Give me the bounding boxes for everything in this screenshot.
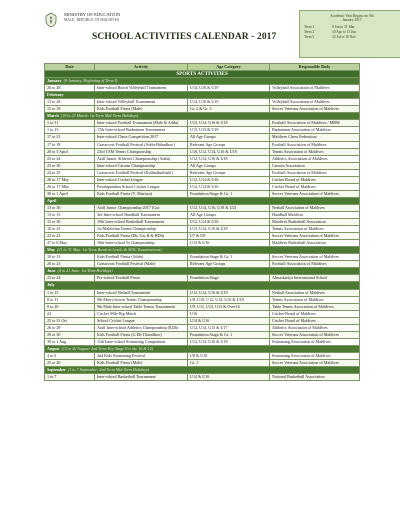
ministry-name [64, 12, 120, 23]
cell-date: 20 to 5 April [45, 148, 95, 155]
cell-activity: Inter-school Volleyball Tournament [95, 99, 188, 106]
month-cell [45, 197, 360, 204]
cell-responsible-body: Cricket Board of Maldives [270, 317, 360, 324]
month-row [45, 367, 360, 374]
cell-date: 15 to 30 [45, 219, 95, 226]
cell-responsible-body: Cricket Board of Maldives [270, 310, 360, 317]
table-row [45, 254, 360, 261]
cell-activity: Inter-school Basketball Tournament [95, 374, 188, 381]
month-name: May [47, 247, 55, 253]
cell-date: 23 to 24 [45, 155, 95, 162]
table-row [45, 176, 360, 183]
table-row [45, 204, 360, 211]
table-row [45, 261, 360, 268]
month-name: July [47, 282, 55, 288]
cell-responsible-body: Athletics Association of Maldives [270, 324, 360, 331]
cell-age-category: Foundation Stage & Gr. 1 [188, 190, 270, 197]
term-label: Term 1 [304, 25, 315, 29]
cell-activity: 16th Inter-school 5s Championship [95, 240, 188, 247]
cell-responsible-body: Maldives Basketball Association [270, 240, 360, 247]
cell-responsible-body: Carrom Association [270, 162, 360, 169]
cell-date: 26 to 29 [45, 324, 95, 331]
cell-activity: Atoll Junior Championship 2017 (Gn) [95, 204, 188, 211]
cell-responsible-body: Cricket Board of Maldives [270, 183, 360, 190]
month-cell [45, 268, 360, 275]
cell-responsible-body: Soccer Veterans Association of Maldives [270, 359, 360, 366]
cell-date: 13 to 28 [45, 99, 95, 106]
table-row [45, 303, 360, 310]
column-header-responsible-body: Responsible Body [270, 64, 360, 71]
term-dates-list [304, 25, 400, 40]
cell-date: 27 to 6 May [45, 240, 95, 247]
cell-responsible-body: Football Association of Maldives [270, 261, 360, 268]
ministry-line-2: MALE', REPUBLIC OF MALDIVES [64, 17, 119, 22]
cell-age-category: U14 & U16 [188, 317, 270, 324]
cell-activity: Pavalapandara School Cricket League [95, 183, 188, 190]
cell-responsible-body: Soccer Veterans Association of Maldives [270, 190, 360, 197]
table-row [45, 219, 360, 226]
table-row [45, 331, 360, 338]
month-row [45, 247, 360, 254]
month-row [45, 92, 360, 99]
cell-age-category: U9, U11, U13, U15 & Over16 [188, 303, 270, 310]
cell-age-category: U14, U16 & U19 [188, 99, 270, 106]
table-row [45, 127, 360, 134]
column-header-age-category: Age Category [188, 64, 270, 71]
cell-date: 10 to 13 [45, 254, 95, 261]
term-label: Term 2 [304, 30, 315, 34]
cell-responsible-body: Athletics Association of Maldives [270, 155, 360, 162]
cell-activity: Grassroots Football Festival (Male) [95, 261, 188, 268]
cell-age-category: U12, U14 & U16 [188, 183, 270, 190]
academic-year-infobox [299, 10, 400, 58]
cell-date: 25 to 31 Oct [45, 317, 95, 324]
cell-activity: Inter-school Football Tournament (Male & Addu) [95, 120, 188, 127]
table-row [45, 211, 360, 218]
cell-age-category: U12, U14, U16 & U19 [188, 289, 270, 296]
cell-age-category: U12, U14, U16, U18 & U21 [188, 204, 270, 211]
cell-age-category: U12, U14 & U16 [188, 219, 270, 226]
cell-age-category: Relevant Age Groups [188, 261, 270, 268]
term-dates: 23 Jul to 16 Nov [332, 35, 356, 39]
cell-responsible-body: Soccer Veterans Association of Maldives [270, 254, 360, 261]
table-row [45, 169, 360, 176]
cell-date: 26 to 28 [45, 85, 95, 92]
month-cell [45, 78, 360, 85]
cell-date: 1 to 15 [45, 289, 95, 296]
cell-age-category: Gr. 1 [188, 359, 270, 366]
cell-activity: Grassroots Football Festival (Kulhudhuffushi) [95, 169, 188, 176]
month-cell [45, 367, 360, 374]
term-dates: 10 Apr to 13 Jun [332, 30, 356, 34]
cell-responsible-body: Maldives Chess Federation [270, 134, 360, 141]
cell-date: 22 to 23 [45, 233, 95, 240]
month-note: (12 to 20 August: 2nd Term Key Stage For the 10 & 12) [61, 345, 153, 351]
table-row [45, 155, 360, 162]
cell-date: 9 to 20 [45, 303, 95, 310]
cell-responsible-body: Soccer Veterans Association of Maldives [270, 331, 360, 338]
cell-activity: School Cricket League [95, 317, 188, 324]
cell-activity: Inter-school Chess Competition 2017 [95, 134, 188, 141]
cell-date: 13 to 30 [45, 204, 95, 211]
cell-activity: 23rd TAM Tennis Championship [95, 148, 188, 155]
cell-date: 20 to 23 [45, 261, 95, 268]
cell-date: 22 [45, 310, 95, 317]
month-cell [45, 282, 360, 289]
cell-age-category: U14 & U16 [188, 374, 270, 381]
page-title: SCHOOL ACTIVITIES CALENDAR - 2017 [92, 32, 277, 42]
cell-responsible-body: Football Association of Maldives [270, 169, 360, 176]
academic-year-text [300, 11, 400, 23]
cell-date: 1 to 13 [45, 127, 95, 134]
cell-responsible-body: Volleyball Association of Maldives [270, 85, 360, 92]
cell-responsible-body: Soccer Veterans Association of Maldives [270, 106, 360, 113]
month-row [45, 78, 360, 85]
cell-activity: 9th Marry brown Tennis Championship [95, 296, 188, 303]
cell-activity: Pre-school Football Fiesta [95, 275, 188, 282]
cell-date: 24 to 25 [45, 169, 95, 176]
cell-date: 15 to 18 [45, 106, 95, 113]
cell-date: 25 to 26 [45, 359, 95, 366]
month-row [45, 345, 360, 352]
calendar-body [45, 71, 360, 381]
month-cell [45, 113, 360, 120]
table-row [45, 162, 360, 169]
table-row [45, 226, 360, 233]
cell-date: 13 to 15 [45, 211, 95, 218]
cell-activity: 2nd Kids Swimming Festival [95, 352, 188, 359]
cell-age-category: U8, U10, U12, U14, U16 & U18 [188, 296, 270, 303]
month-note: (9 January, Beginning of Term I) [63, 78, 118, 84]
cell-responsible-body: Volleyball Association of Maldives [270, 99, 360, 106]
month-name: April [47, 197, 57, 203]
cell-activity: 9th Male Inter-school Table Tennis Tournament [95, 303, 188, 310]
cell-age-category: Relevant Age Groups [188, 141, 270, 148]
month-row [45, 113, 360, 120]
column-header-activity: Activity [95, 64, 188, 71]
cell-age-category: All Age Groups [188, 211, 270, 218]
cell-responsible-body: National Basketball Association [270, 374, 360, 381]
table-row [45, 99, 360, 106]
cell-age-category: U10, U12, U14, U16 & U18 [188, 148, 270, 155]
cell-activity: 19th Inter-school Basketball Tournament [95, 219, 188, 226]
cell-date: 30 to 1 Aug [45, 338, 95, 345]
table-row [45, 240, 360, 247]
cell-activity: Kids Football Fiesta (Male) [95, 359, 188, 366]
cell-age-category: All Age Groups [188, 134, 270, 141]
cell-date: 26 to 17 May [45, 183, 95, 190]
cell-responsible-body: Soccer Veterans Association of Maldives [270, 233, 360, 240]
ministry-emblem-icon [44, 12, 58, 28]
table-row [45, 85, 360, 92]
table-row [45, 233, 360, 240]
cell-responsible-body: Handball Maldives [270, 211, 360, 218]
cell-responsible-body: Badminton Association of Maldives [270, 127, 360, 134]
cell-date: 30 to 1 April [45, 190, 95, 197]
cell-age-category: Foundation Stage & Gr. 1 [188, 331, 270, 338]
cell-date: 26 to 17 May [45, 176, 95, 183]
cell-date: 18 to 23 [45, 226, 95, 233]
cell-date: 23 to 24 [45, 275, 95, 282]
table-row [45, 134, 360, 141]
cell-activity: Kids Football Fiesta (Addu) [95, 254, 188, 261]
cell-age-category: U13, U14, U16 & U18 [188, 120, 270, 127]
calendar-header [44, 10, 374, 58]
cell-age-category: U12, U14, U16 & U18 [188, 155, 270, 162]
table-row [45, 310, 360, 317]
section-banner: SPORTS ACTIVITIES [45, 71, 360, 78]
cell-date: 4 to 5 [45, 352, 95, 359]
cell-age-category: U14, U16 & U19 [188, 85, 270, 92]
cell-responsible-body: Maldives Basketball Association [270, 219, 360, 226]
month-note: (4 to 21 June: 1st Term Holidays) [57, 268, 113, 274]
month-row [45, 197, 360, 204]
table-row [45, 359, 360, 366]
month-name: June [47, 268, 56, 274]
month-name: January [47, 78, 62, 84]
cell-activity: Inter-school Netball Tournament [95, 289, 188, 296]
table-row [45, 120, 360, 127]
month-name: March [47, 113, 59, 119]
cell-responsible-body: Football Association of Maldives [270, 141, 360, 148]
cell-age-category: Relevant Age Groups [188, 169, 270, 176]
table-header-row [45, 64, 360, 71]
month-name: September [47, 367, 66, 373]
table-row [45, 338, 360, 345]
month-row [45, 268, 360, 275]
table-row [45, 352, 360, 359]
cell-date: 17 to 18 [45, 141, 95, 148]
section-banner-row [45, 71, 360, 78]
cell-age-category: U16 [188, 310, 270, 317]
month-cell [45, 247, 360, 254]
term-label: Term 3 [304, 35, 315, 39]
cell-activity: 3rd Inter-school Handball Tournament [95, 211, 188, 218]
cell-responsible-body: Netball Association of Maldives [270, 204, 360, 211]
ministry-line-1: MINISTRY OF EDUCATION [64, 12, 121, 17]
cell-date: 1 to 31 [45, 120, 95, 127]
cell-responsible-body: Football Association of Maldives / MBM [270, 120, 360, 127]
cell-responsible-body: Netball Association of Maldives [270, 289, 360, 296]
cell-activity: Kids Football Fiesta (V. Maafaru) [95, 190, 188, 197]
cell-activity: Inter-school Cricket League [95, 176, 188, 183]
cell-activity: 11th Inter-school Swimming Competition [95, 338, 188, 345]
month-row [45, 282, 360, 289]
cell-activity: 1st Maldivian Tennis Championship [95, 226, 188, 233]
month-note: (19 to 23 March: 1st Term Mid-Term Holidays) [60, 113, 139, 119]
month-cell [45, 345, 360, 352]
cell-age-category: All Age Groups [188, 162, 270, 169]
table-row [45, 289, 360, 296]
table-row [45, 148, 360, 155]
month-cell [45, 92, 360, 99]
cell-activity: Grassroots Football Festival (Addu-Hithadhoo) [95, 141, 188, 148]
table-row [45, 275, 360, 282]
cell-activity: Inter-school Carrom Championship [95, 162, 188, 169]
table-row [45, 190, 360, 197]
cell-activity: Kids Football Fiesta (Male) [95, 106, 188, 113]
cell-age-category: Gr. 2 & Gr. 3 [188, 106, 270, 113]
cell-age-category: U12, U14 & U16 [188, 176, 270, 183]
table-row [45, 106, 360, 113]
cell-activity: Inter-school Beach Volleyball Tournament [95, 85, 188, 92]
term-dates: 9 Jan to 31 Mar [332, 25, 355, 29]
month-name: August [47, 345, 60, 351]
cell-activity: Atoll Inter-school Athletics Championship (KDh) [95, 324, 188, 331]
month-note: (1 to 7 September: 2nd Term Mid-Term Holidays) [67, 367, 150, 373]
academic-year-line-1: Academic Year Begins on: 9th [330, 14, 374, 18]
cell-activity: 17th Inter-school Badminton Tournament [95, 127, 188, 134]
cell-age-category: U12, U14, U16 & U19 [188, 338, 270, 345]
cell-age-category: U7 & U9 [188, 233, 270, 240]
table-row [45, 183, 360, 190]
cell-responsible-body: Swimming Association of Maldives [270, 338, 360, 345]
cell-responsible-body: Almaskariya International School [270, 275, 360, 282]
table-row [45, 317, 360, 324]
cell-age-category: U12, U14, U15 & U17 [188, 324, 270, 331]
cell-responsible-body: Tennis Association of Maldives [270, 296, 360, 303]
cell-activity: Kids Football Fiesta (Dh, Gn, B & HDh) [95, 233, 188, 240]
cell-activity: Kids Football Fiesta (G.Dh Thinadhoo) [95, 331, 188, 338]
cell-responsible-body: Tennis Association of Maldives [270, 226, 360, 233]
table-row [45, 324, 360, 331]
table-row [45, 374, 360, 381]
cell-responsible-body: Tennis Association of Maldives [270, 148, 360, 155]
term-row [304, 35, 400, 40]
cell-date: 29 to 30 [45, 331, 95, 338]
cell-date: 17 to 21 [45, 134, 95, 141]
cell-age-category: U8 & U10 [188, 352, 270, 359]
cell-age-category: Foundation Stage [188, 275, 270, 282]
column-header-date: Date [45, 64, 95, 71]
academic-year-line-2: January 2017 [342, 18, 362, 23]
cell-responsible-body: Table Tennis Association of Maldives [270, 303, 360, 310]
month-note: (21 to 31 May: 1st Term Break at Levels & MAC Examinations) [57, 247, 162, 253]
cell-age-category: U14 & U16 [188, 240, 270, 247]
table-row [45, 141, 360, 148]
activities-calendar-table [44, 63, 360, 381]
month-name: February [47, 92, 64, 98]
cell-date: 23 to 30 [45, 162, 95, 169]
cell-age-category: U13, U15 & U19 [188, 127, 270, 134]
cell-activity: Cricket Mile Big Match [95, 310, 188, 317]
cell-activity: Atoll Junior Athletics Championship (Addu) [95, 155, 188, 162]
cell-age-category: U12, U14, U16 & U18 [188, 226, 270, 233]
cell-age-category: Foundation Stage & Gr. 1 [188, 254, 270, 261]
cell-responsible-body: Swimming Association of Maldives [270, 352, 360, 359]
cell-date: 1 to 7 [45, 374, 95, 381]
cell-date: 8 to 11 [45, 296, 95, 303]
table-row [45, 296, 360, 303]
cell-responsible-body: Cricket Board of Maldives [270, 176, 360, 183]
